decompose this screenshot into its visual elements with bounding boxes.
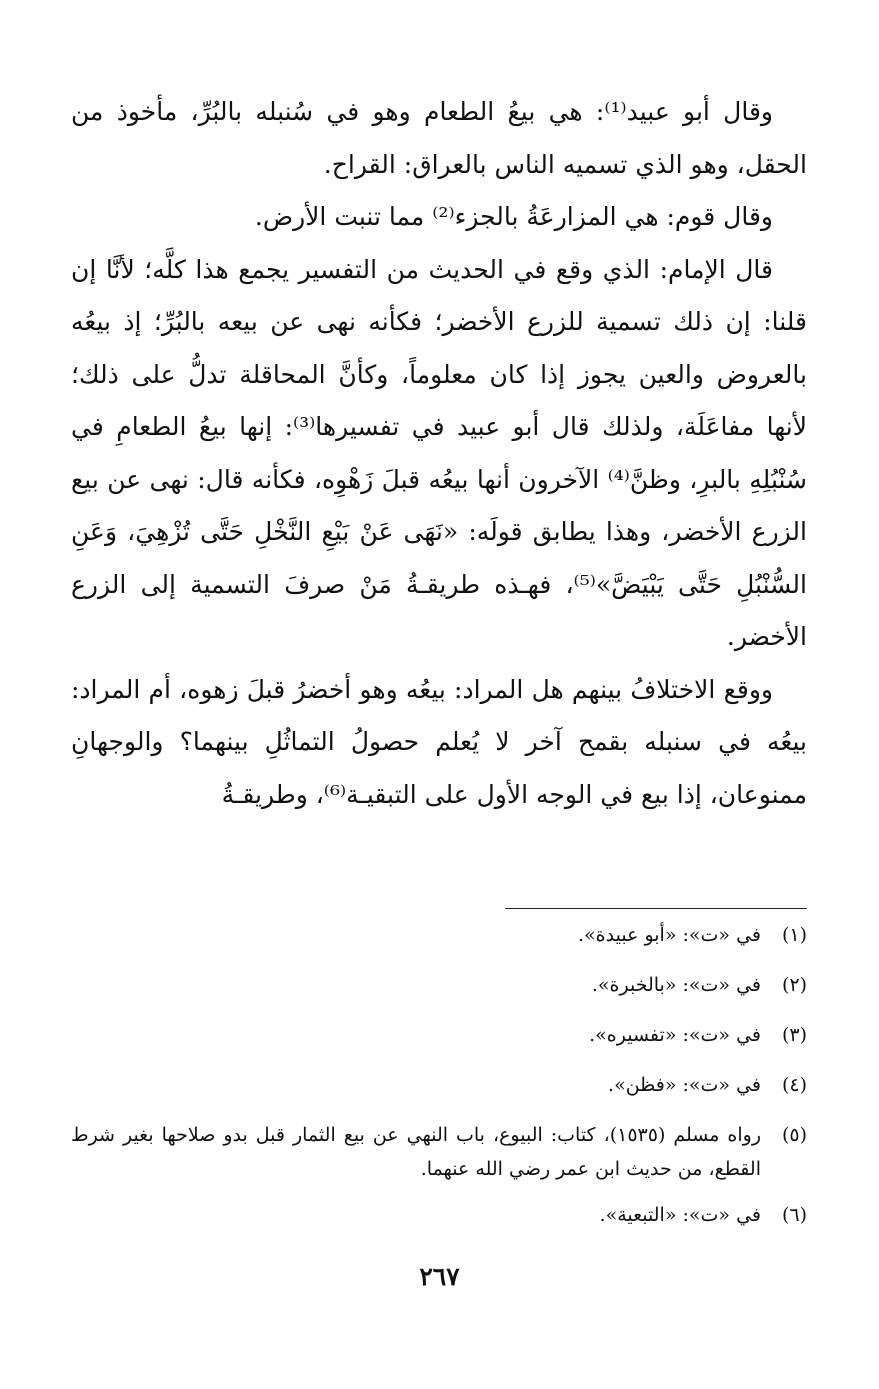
footnote-number: (٥) — [781, 1124, 807, 1146]
footnote-3 — [71, 1018, 807, 1052]
footnote-text: في «ت»: «بالخبرة». — [591, 974, 761, 996]
footnote-5 — [71, 1118, 807, 1186]
footnote-text: في «ت»: «فظن». — [608, 1074, 761, 1096]
footnote-number: (٢) — [781, 974, 807, 996]
footnote-number: (٣) — [781, 1024, 807, 1046]
footnote-number: (١) — [781, 924, 807, 946]
paragraph-3: قال الإمام: الذي وقع في الحديث من التفسير يجمع هذا كلَّه؛ لأنَّا إن قلنا: إن ذلك تسمية للزرع الأخضر؛ فكأنه نهى عن بيعه بالبُرِّ؛ إذ بيعُه بالعروض والعين يجوز إذا كان معلوماً، وكأنَّ المحاقلة تدلُّ على ذلك؛ لأنها مفاعَلَة، ولذلك قال أبو عبيد في تفسيرها⁽³⁾: إنها بيعُ الطعامِ في سُنْبُلِهِ بالبرِ، وظنَّ⁽⁴⁾ الآخرون أنها بيعُه قبلَ زَهْوِه، فكأنه قال: نهى عن بيع الزرع الأخضر، وهذا يطابق قولَه: «نَهَى عَنْ بَيْعِ النَّخْلِ حَتَّى تُزْهِيَ، وَعَنِ السُّنْبُلِ حَتَّى يَبْيَضَّ»⁽⁵⁾، فهـذه طريقـةُ مَنْ صرفَ التسمية إلى الزرع الأخضر. — [71, 254, 808, 651]
main-text — [71, 86, 807, 821]
footnote-number: (٦) — [781, 1204, 807, 1226]
paragraph-1: وقال أبو عبيد⁽¹⁾: هي بيعُ الطعام وهو في سُنبله بالبُرِّ، مأخوذ من الحقل، وهو الذي تسميه الناس بالعراق: القراح. — [71, 97, 807, 179]
paragraph-2: وقال قوم: هي المزارعَةُ بالجزء⁽²⁾ مما تنبت الأرض. — [254, 202, 773, 231]
page-number: ٢٦٧ — [419, 1262, 460, 1291]
footnote-text: في «ت»: «أبو عبيدة». — [578, 924, 761, 946]
footnotes — [71, 918, 807, 1248]
footnote-1 — [71, 918, 807, 952]
paragraph-4: ووقع الاختلافُ بينهم هل المراد: بيعُه وهو أخضرُ قبلَ زهوه، أم المراد: بيعُه في سنبله بقمح آخر لا يُعلم حصولُ التماثُلِ بينهما؟ والوجهانِ ممنوعان، إذا بيع في الوجه الأول على التبقيـة⁽⁶⁾، وطريقـةُ — [71, 674, 807, 809]
footnote-text: في «ت»: «التبعية». — [599, 1204, 761, 1226]
footnote-text: رواه مسلم (١٥٣٥)، كتاب: البيوع، باب النهي عن بيع الثمار قبل بدو صلاحها بغير شرط القطع، من حديث ابن عمر رضي الله عنهما. — [71, 1124, 761, 1180]
footnote-separator — [505, 908, 807, 909]
footnote-text: في «ت»: «تفسيره». — [589, 1024, 761, 1046]
footnote-4 — [71, 1068, 807, 1102]
footnote-6 — [71, 1198, 807, 1232]
footnote-number: (٤) — [781, 1074, 807, 1096]
footnote-2 — [71, 968, 807, 1002]
